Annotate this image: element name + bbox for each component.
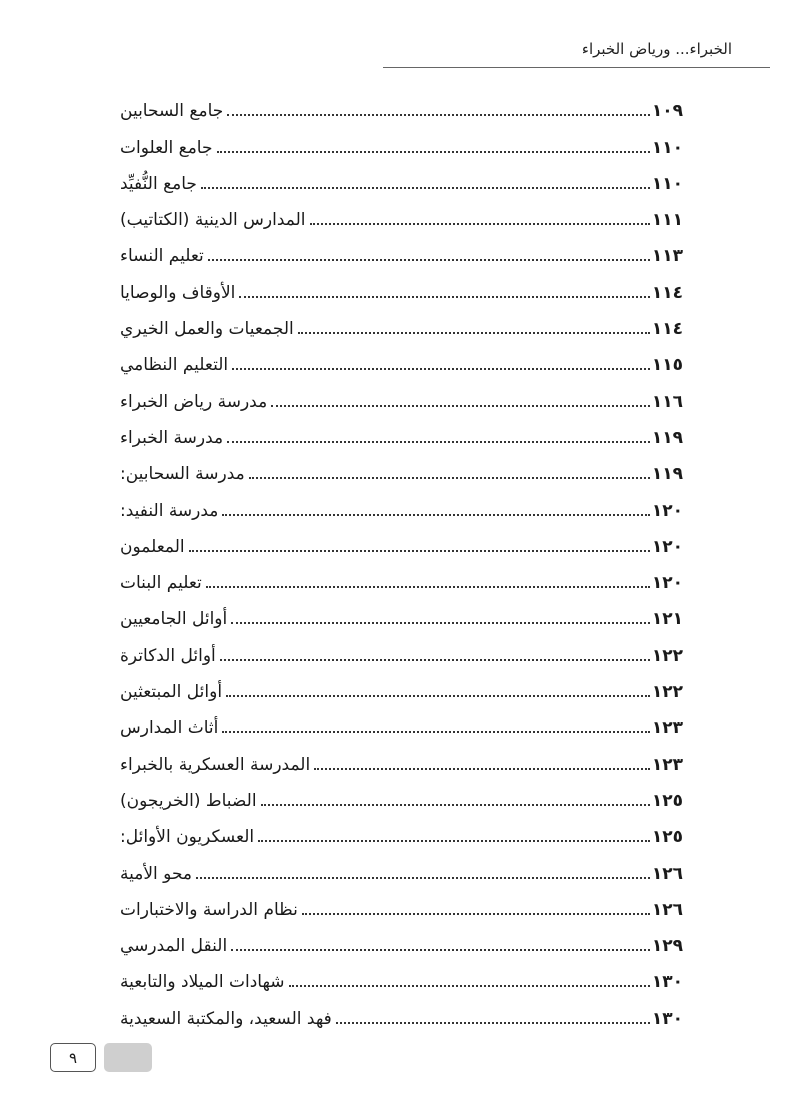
toc-entry-page: ١١٤	[651, 282, 683, 303]
toc-entry-title: الأوقاف والوصايا	[120, 282, 236, 303]
dot-leader	[222, 514, 649, 516]
toc-entry-title: محو الأمية	[120, 863, 193, 884]
dot-leader	[227, 441, 650, 443]
toc-entry[interactable]	[118, 374, 683, 410]
dot-leader	[314, 768, 650, 770]
dot-leader	[220, 659, 650, 661]
toc-entry[interactable]	[118, 701, 683, 737]
dot-leader	[261, 804, 650, 806]
toc-entry-title: نظام الدراسة والاختبارات	[120, 899, 298, 920]
toc-entry-page: ١٢٥	[651, 790, 683, 811]
toc-entry[interactable]	[118, 810, 683, 846]
dot-leader	[208, 259, 650, 261]
toc-entry[interactable]	[118, 774, 683, 810]
toc-entry-page: ١١٦	[651, 391, 683, 412]
dot-leader	[189, 550, 650, 552]
toc-entry-title: شهادات الميلاد والتابعية	[120, 972, 285, 993]
toc-entry-page: ١٣٠	[651, 972, 683, 993]
toc-entry-title: العسكريون الأوائل:	[120, 827, 255, 848]
dot-leader	[271, 405, 650, 407]
toc-entry-title: أوائل الجامعيين	[120, 609, 228, 630]
dot-leader	[310, 223, 650, 225]
toc-entry-title: مدرسة الخبراء	[120, 427, 224, 448]
toc-entry-page: ١١٣	[651, 246, 683, 267]
toc-entry-page: ١٢٩	[651, 936, 683, 957]
toc-entry-page: ١١٥	[651, 355, 683, 376]
toc-entry-title: النقل المدرسي	[120, 936, 228, 957]
dot-leader	[222, 731, 649, 733]
toc-entry[interactable]	[118, 483, 683, 519]
toc-entry-page: ١٢٢	[651, 645, 683, 666]
dot-leader	[239, 296, 649, 298]
toc-entry-page: ١٢٣	[651, 718, 683, 739]
toc-entry[interactable]	[118, 919, 683, 955]
toc-entry[interactable]	[118, 193, 683, 229]
toc-entry-title: مدرسة السحابين:	[120, 464, 245, 485]
toc-entry-page: ١١٠	[651, 137, 683, 158]
header-rule	[383, 67, 770, 68]
toc-entry-page: ١١٩	[651, 427, 683, 448]
toc-entry-page: ١٢٢	[651, 682, 683, 703]
dot-leader	[258, 840, 650, 842]
dot-leader	[249, 477, 650, 479]
toc-entry-title: تعليم النساء	[120, 246, 204, 267]
toc-entry-page: ١٢٠	[651, 536, 683, 557]
dot-leader	[302, 913, 650, 915]
dot-leader	[201, 187, 650, 189]
toc-entry-title: جامع العلوات	[120, 137, 213, 158]
dot-leader	[298, 332, 650, 334]
table-of-contents	[118, 84, 683, 1028]
toc-entry[interactable]	[118, 737, 683, 773]
toc-entry[interactable]	[118, 447, 683, 483]
toc-entry[interactable]	[118, 883, 683, 919]
toc-entry-title: المدارس الدينية (الكتاتيب)	[120, 210, 306, 231]
toc-entry-page: ١٢٥	[651, 827, 683, 848]
toc-entry-title: المدرسة العسكرية بالخبراء	[120, 754, 311, 775]
toc-entry-title: جامع السحابين	[120, 101, 224, 122]
toc-entry-page: ١٢٠	[651, 573, 683, 594]
toc-entry[interactable]	[118, 84, 683, 120]
dot-leader	[232, 368, 650, 370]
dot-leader	[226, 695, 650, 697]
dot-leader	[336, 1022, 650, 1024]
toc-entry-title: أوائل المبتعثين	[120, 682, 223, 703]
toc-entry-title: تعليم البنات	[120, 573, 202, 594]
toc-entry[interactable]	[118, 556, 683, 592]
toc-entry-page: ١٢٣	[651, 754, 683, 775]
dot-leader	[231, 622, 650, 624]
toc-entry[interactable]	[118, 120, 683, 156]
toc-entry-page: ١٢٦	[651, 899, 683, 920]
toc-entry-page: ١١١	[651, 210, 683, 231]
dot-leader	[217, 151, 650, 153]
toc-entry[interactable]	[118, 520, 683, 556]
toc-entry-title: مدرسة رياض الخبراء	[120, 391, 268, 412]
toc-entry-page: ١٠٩	[651, 101, 683, 122]
toc-entry[interactable]	[118, 592, 683, 628]
toc-entry-page: ١٢١	[651, 609, 683, 630]
toc-entry-title: أوائل الدكاترة	[120, 645, 216, 666]
page-number: ٩	[68, 1048, 78, 1067]
toc-entry-page: ١٣٠	[651, 1008, 683, 1029]
toc-entry-title: المعلمون	[120, 536, 185, 557]
toc-entry-title: جامع النُّفيِّد	[120, 173, 197, 194]
toc-entry[interactable]	[118, 157, 683, 193]
toc-entry[interactable]	[118, 302, 683, 338]
dot-leader	[227, 114, 650, 116]
toc-entry-title: الجمعيات والعمل الخيري	[120, 319, 294, 340]
toc-entry-page: ١١٠	[651, 173, 683, 194]
toc-entry-title: الضباط (الخريجون)	[120, 790, 257, 811]
toc-entry[interactable]	[118, 338, 683, 374]
dot-leader	[231, 949, 650, 951]
toc-entry-page: ١١٩	[651, 464, 683, 485]
toc-entry[interactable]	[118, 955, 683, 991]
toc-entry[interactable]	[118, 265, 683, 301]
dot-leader	[289, 985, 650, 987]
running-header-title: الخبراء... ورياض الخبراء	[581, 40, 732, 58]
dot-leader	[196, 877, 650, 879]
toc-entry-page: ١٢٦	[651, 863, 683, 884]
toc-entry-title: أثاث المدارس	[120, 718, 219, 739]
toc-entry[interactable]	[118, 229, 683, 265]
toc-entry-title: التعليم النظامي	[120, 355, 229, 376]
toc-entry[interactable]	[118, 411, 683, 447]
dot-leader	[206, 586, 650, 588]
toc-entry-page: ١٢٠	[651, 500, 683, 521]
toc-entry-title: مدرسة النفيد:	[120, 500, 219, 521]
toc-entry[interactable]	[118, 628, 683, 664]
page-number-box	[50, 1043, 96, 1072]
toc-entry-title: فهد السعيد، والمكتبة السعيدية	[120, 1008, 332, 1029]
folio-tab	[104, 1043, 152, 1072]
toc-entry[interactable]	[118, 846, 683, 882]
toc-entry[interactable]	[118, 991, 683, 1027]
toc-entry[interactable]	[118, 665, 683, 701]
toc-entry-page: ١١٤	[651, 319, 683, 340]
